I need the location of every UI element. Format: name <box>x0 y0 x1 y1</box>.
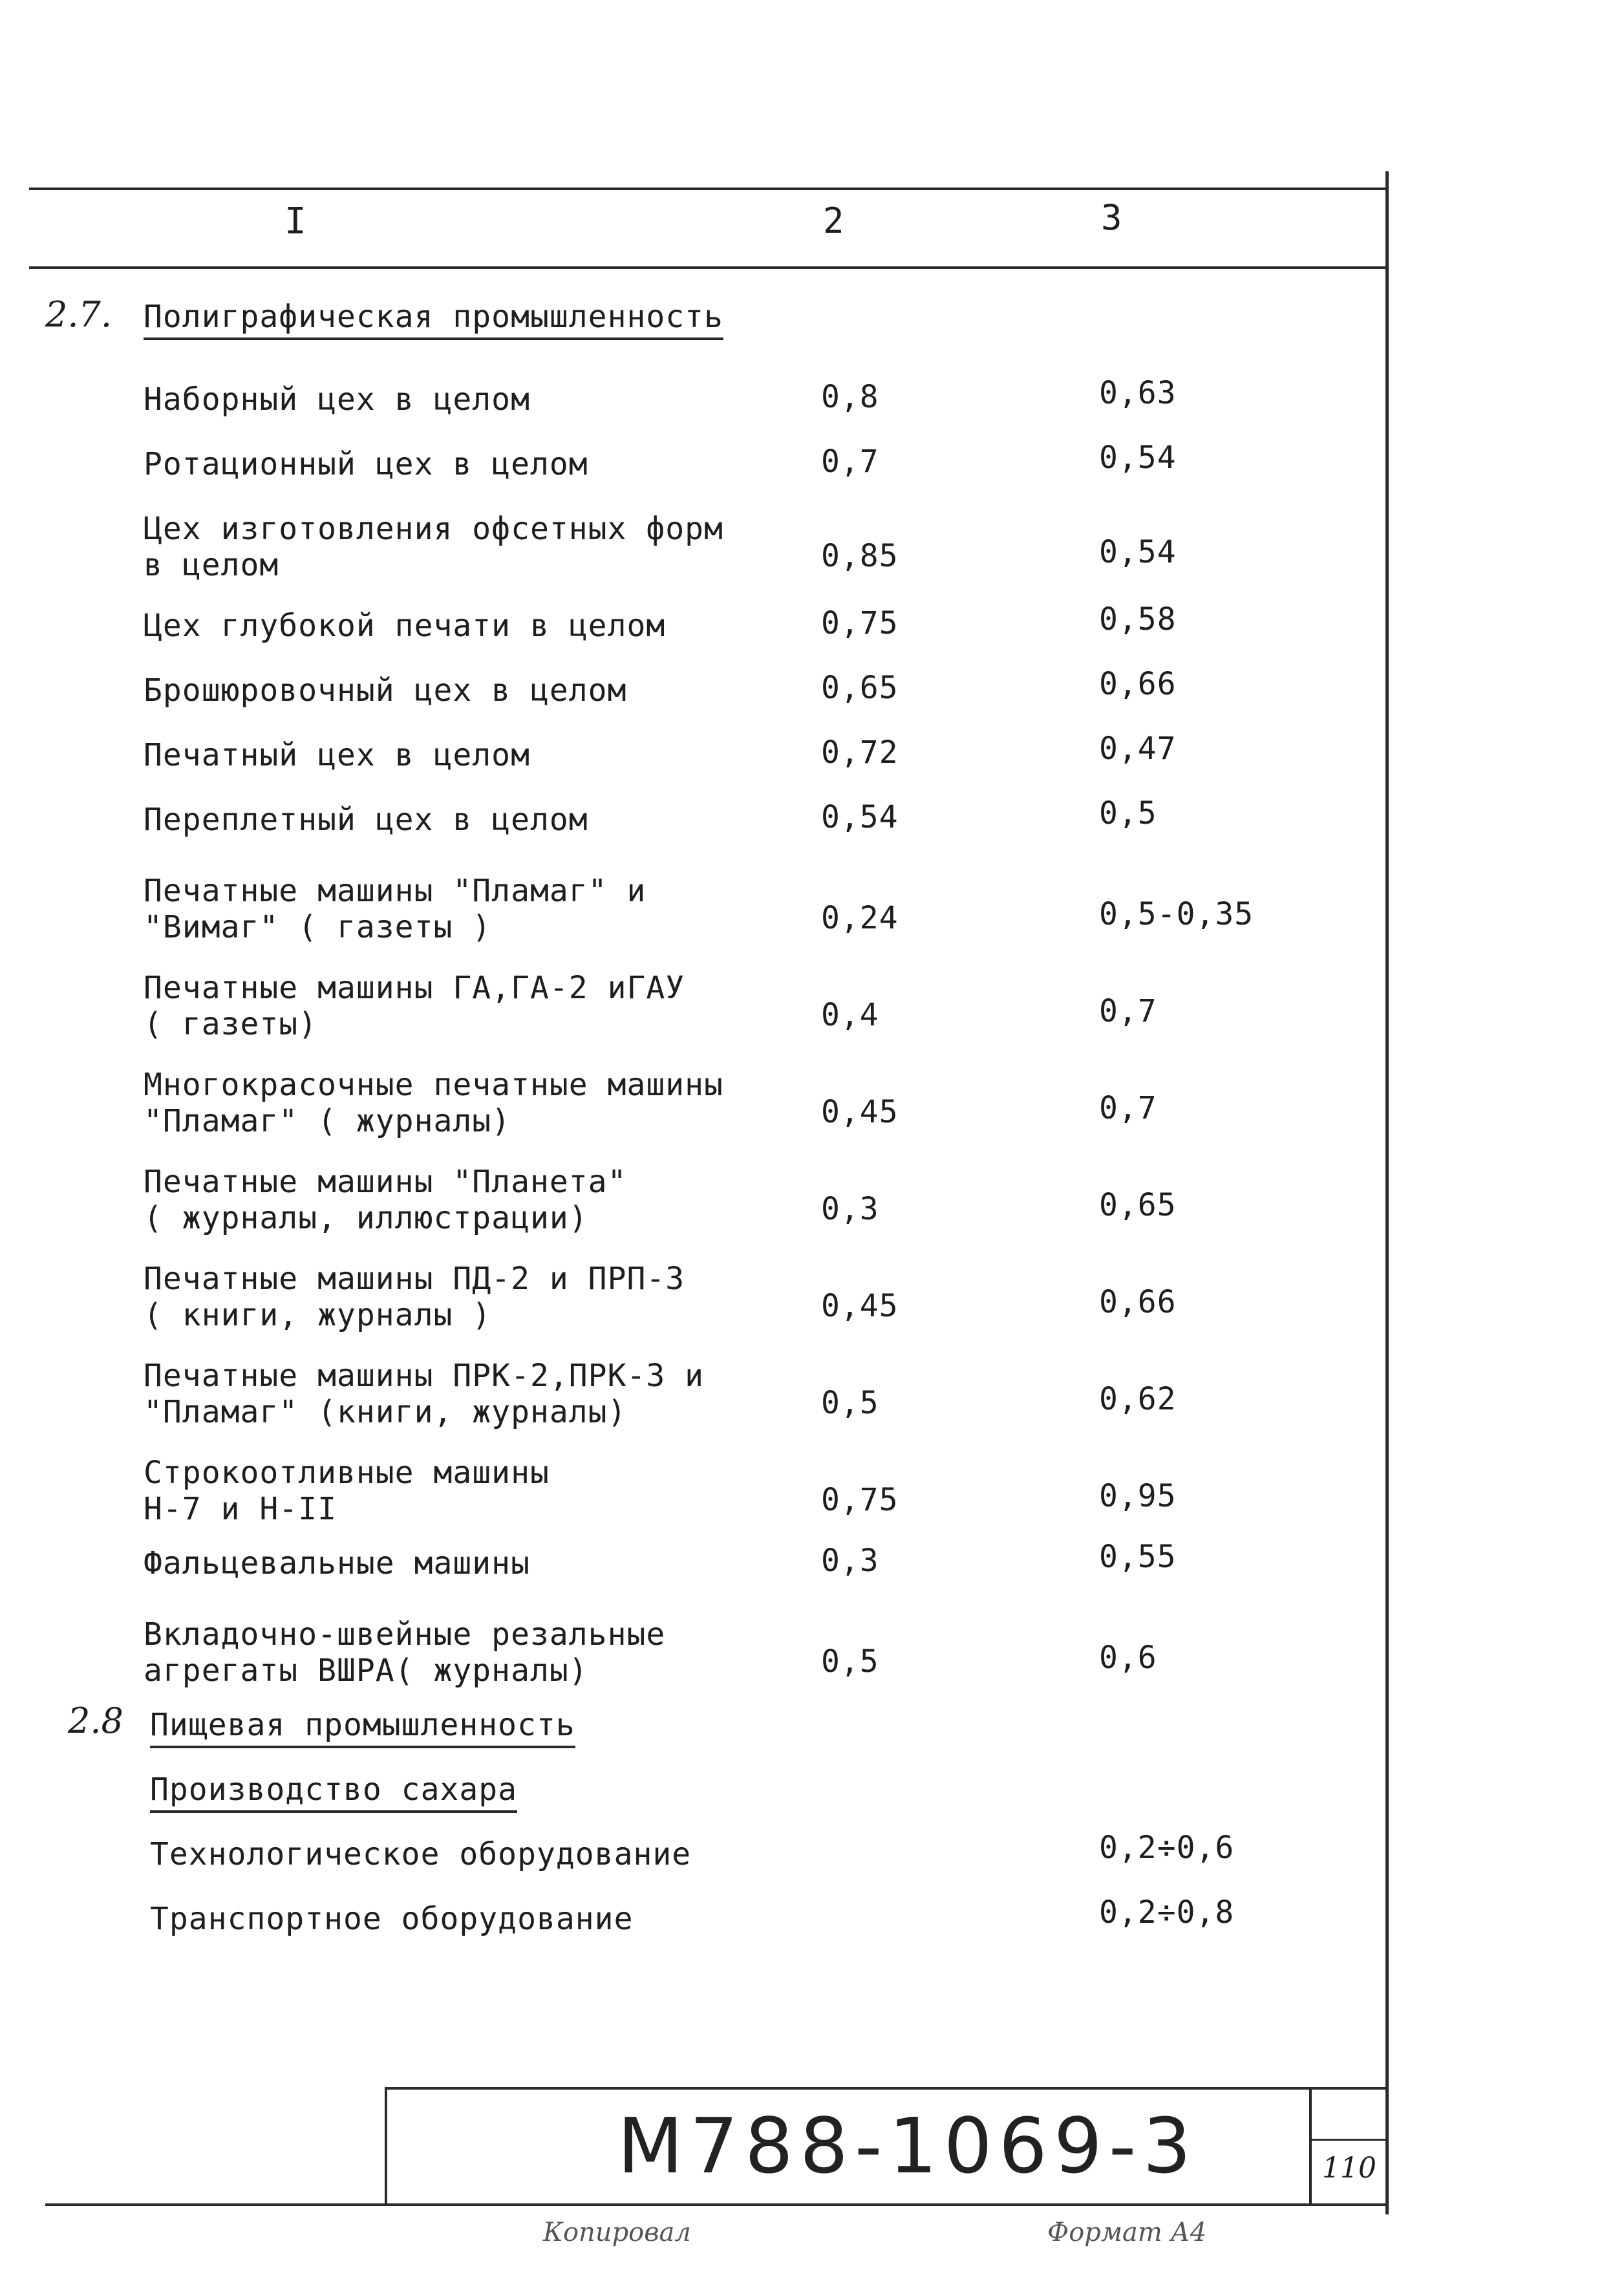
row-value-col3: 0,7 <box>1099 993 1157 1029</box>
row-name-line: Печатные машины ГА,ГА-2 иГАУ <box>144 970 685 1006</box>
row-name-line: ( книги, журналы ) <box>144 1297 492 1333</box>
section-28-title: Пищевая промышленность <box>150 1707 575 1748</box>
title-block-sheet-rule <box>1309 2139 1389 2141</box>
footer-copied: Копировал <box>543 2218 691 2247</box>
row-name-line: Вкладочно-швейные резальные <box>144 1616 666 1653</box>
row-name-line: в целом <box>144 547 279 583</box>
row-value-col2: 0,45 <box>821 1288 899 1324</box>
row-value-col3: 0,7 <box>1099 1090 1157 1126</box>
row-name <box>144 511 723 583</box>
header-rule <box>29 266 1387 269</box>
row-value-col2: 0,85 <box>821 538 899 574</box>
row-name <box>144 1545 530 1581</box>
row-value-col2: 0,75 <box>821 605 899 641</box>
bottom-rule <box>45 2203 1389 2206</box>
row-name <box>144 1455 550 1527</box>
row-value-col2: 0,8 <box>821 379 879 415</box>
row-name-line: "Вимаг" ( газеты ) <box>144 909 492 945</box>
row-value-col3: 0,5 <box>1099 795 1157 831</box>
row-value-col3: 0,65 <box>1099 1187 1177 1223</box>
row-name <box>144 1358 704 1430</box>
row-value-col3: 0,66 <box>1099 666 1177 702</box>
title-block-top <box>385 2087 1389 2090</box>
row-value-col2: 0,75 <box>821 1482 899 1518</box>
row-value-col2: 0,5 <box>821 1644 879 1680</box>
row-name-line: Фальцевальные машины <box>144 1545 530 1581</box>
title-block-divider <box>1309 2087 1312 2203</box>
row-name-line: Н-7 и Н-II <box>144 1491 337 1527</box>
row-name-line: "Пламаг" (книги, журналы) <box>144 1394 627 1430</box>
row-value-col3: 0,6 <box>1099 1640 1157 1676</box>
subsection-title: Производство сахара <box>150 1772 517 1813</box>
row-name-line: Переплетный цех в целом <box>144 802 588 838</box>
sheet-number: 110 <box>1322 2152 1376 2185</box>
row-name-line: Печатный цех в целом <box>144 737 530 773</box>
row-name <box>144 1261 685 1333</box>
row-name-line: ( журналы, иллюстрации) <box>144 1200 588 1236</box>
row-value-col2: 0,72 <box>821 734 899 771</box>
section-28-number: 2.8 <box>68 1700 123 1741</box>
row-name <box>144 446 588 482</box>
header-col2: 2 <box>823 200 845 241</box>
row-value-col3: 0,66 <box>1099 1284 1177 1320</box>
row-name <box>144 873 646 945</box>
row-name <box>144 608 665 644</box>
section-27-title: Полиграфическая промышленность <box>144 299 723 340</box>
right-border <box>1385 171 1389 2214</box>
section-27-number: 2.7. <box>45 294 112 335</box>
row-value-col3: 0,2÷0,6 <box>1099 1830 1235 1866</box>
row-value-col3: 0,63 <box>1099 375 1177 411</box>
row-value-col2: 0,45 <box>821 1094 899 1130</box>
row-value-col2: 0,3 <box>821 1543 879 1579</box>
row-name-line: Цех изготовления офсетных форм <box>144 511 723 547</box>
top-rule <box>29 187 1387 190</box>
row-value-col2: 0,65 <box>821 670 899 706</box>
footer-format: Формат А4 <box>1047 2218 1207 2247</box>
row-name: Транспортное оборудование <box>150 1901 634 1937</box>
row-value-col3: 0,54 <box>1099 534 1177 570</box>
row-name-line: ( газеты) <box>144 1006 318 1042</box>
row-value-col3: 0,47 <box>1099 731 1177 767</box>
row-name <box>144 672 626 709</box>
row-name: Технологическое оборудование <box>150 1836 692 1872</box>
title-block-left <box>385 2087 387 2203</box>
row-name-line: Цех глубокой печати в целом <box>144 608 666 644</box>
row-name-line: Многокрасочные печатные машины <box>144 1067 723 1103</box>
row-name-line: агрегаты ВШРА( журналы) <box>144 1653 588 1689</box>
row-name-line: Брошюровочный цех в целом <box>144 672 627 709</box>
row-value-col3: 0,58 <box>1099 601 1177 637</box>
document-code: М788-1069-3 <box>617 2101 1198 2190</box>
row-name-line: Ротационный цех в целом <box>144 446 588 482</box>
row-value-col3: 0,62 <box>1099 1381 1177 1417</box>
header-col3: 3 <box>1101 197 1123 238</box>
title-block <box>385 2087 1389 2203</box>
row-name <box>144 802 588 838</box>
row-value-col3: 0,55 <box>1099 1539 1177 1575</box>
row-name-line: Печатные машины "Пламаг" и <box>144 873 646 909</box>
row-value-col3: 0,2÷0,8 <box>1099 1894 1235 1931</box>
row-name-line: Строкоотливные машины <box>144 1455 550 1491</box>
row-value-col3: 0,54 <box>1099 440 1177 476</box>
row-name-line: Печатные машины "Планета" <box>144 1164 627 1200</box>
row-name-line: Печатные машины ПРК-2,ПРК-3 и <box>144 1358 705 1394</box>
row-name <box>144 737 530 773</box>
row-name <box>144 970 685 1042</box>
header-col1: I <box>284 200 307 242</box>
row-name <box>144 1067 723 1139</box>
row-value-col2: 0,4 <box>821 997 879 1033</box>
row-name <box>144 1164 626 1236</box>
row-value-col2: 0,5 <box>821 1385 879 1421</box>
row-value-col2: 0,3 <box>821 1191 879 1227</box>
row-name <box>144 1616 665 1689</box>
row-value-col2: 0,7 <box>821 444 879 480</box>
row-name <box>144 381 530 418</box>
row-value-col3: 0,5-0,35 <box>1099 896 1254 932</box>
row-value-col2: 0,54 <box>821 799 899 835</box>
row-name-line: Наборный цех в целом <box>144 381 530 418</box>
row-value-col3: 0,95 <box>1099 1478 1177 1514</box>
row-value-col2: 0,24 <box>821 900 899 936</box>
row-name-line: Печатные машины ПД-2 и ПРП-3 <box>144 1261 685 1297</box>
row-name-line: "Пламаг" ( журналы) <box>144 1103 511 1139</box>
